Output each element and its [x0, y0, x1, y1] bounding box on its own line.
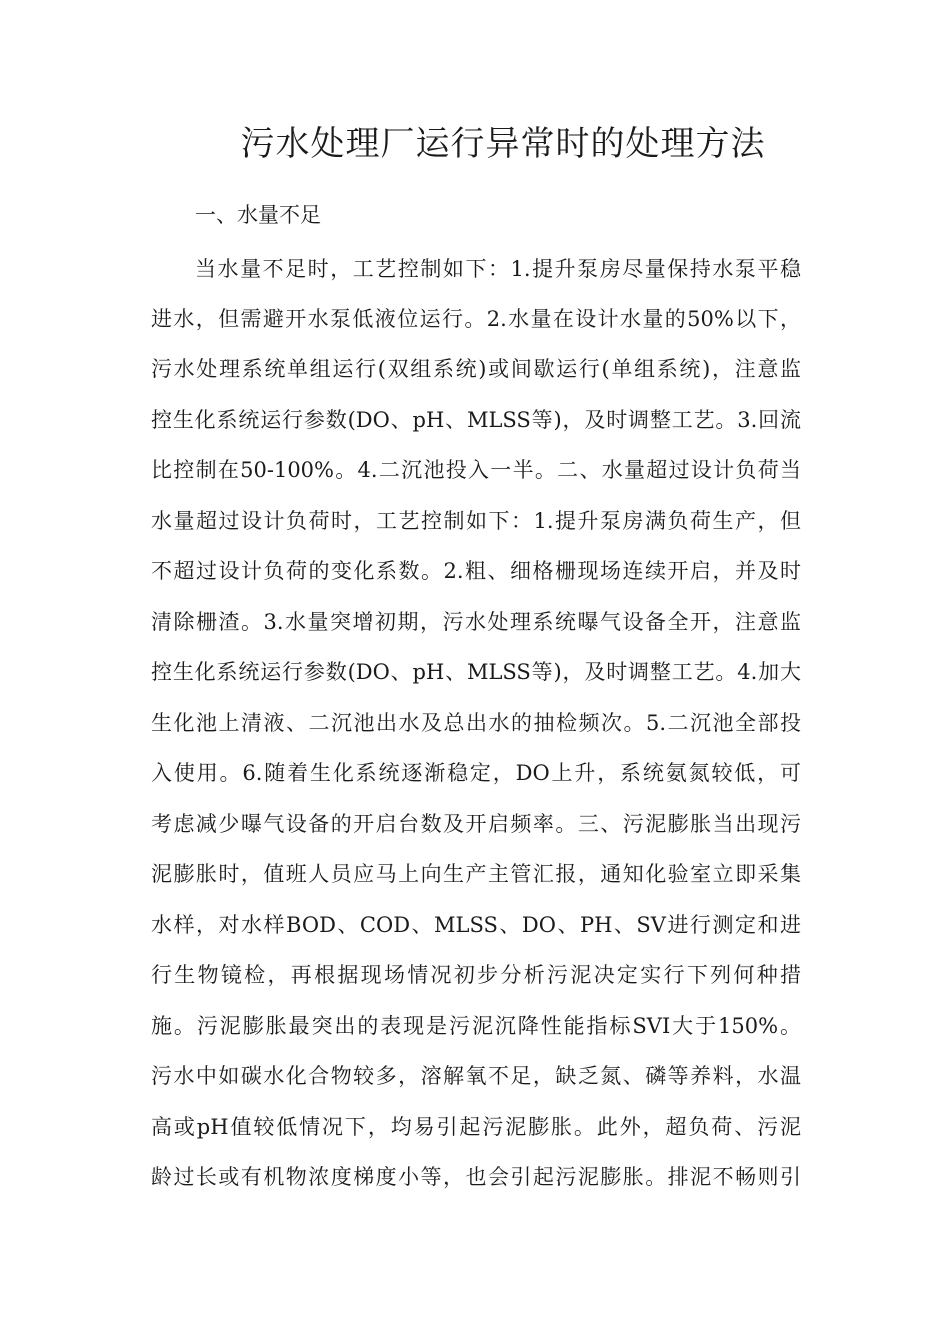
body-line: 控生化系统运行参数(DO、pH、MLSS等)，及时调整工艺。3.回流: [151, 408, 801, 432]
body-line: 水量超过设计负荷时，工艺控制如下：1.提升泵房满负荷生产，但: [151, 509, 801, 533]
document-title: 污水处理厂运行异常时的处理方法: [240, 124, 766, 164]
body-line: 进水，但需避开水泵低液位运行。2.水量在设计水量的50%以下，: [151, 307, 801, 331]
section-heading: 一、水量不足: [195, 203, 321, 227]
body-line: 清除栅渣。3.水量突增初期，污水处理系统曝气设备全开，注意监: [151, 610, 801, 634]
body-line: 泥膨胀时，值班人员应马上向生产主管汇报，通知化验室立即采集: [151, 862, 801, 886]
body-line: 龄过长或有机物浓度梯度小等，也会引起污泥膨胀。排泥不畅则引: [151, 1165, 801, 1189]
body-line: 控生化系统运行参数(DO、pH、MLSS等)，及时调整工艺。4.加大: [151, 660, 801, 684]
body-line: 污水处理系统单组运行(双组系统)或间歇运行(单组系统)，注意监: [151, 357, 801, 381]
body-line: 考虑减少曝气设备的开启台数及开启频率。三、污泥膨胀当出现污: [151, 812, 801, 836]
body-line: 不超过设计负荷的变化系数。2.粗、细格栅现场连续开启，并及时: [151, 559, 801, 583]
body-line: 施。污泥膨胀最突出的表现是污泥沉降性能指标SVI大于150%。: [151, 1014, 801, 1038]
body-line: 入使用。6.随着生化系统逐渐稳定，DO上升，系统氨氮较低，可: [151, 761, 801, 785]
body-line: 水样，对水样BOD、COD、MLSS、DO、PH、SV进行测定和进: [151, 913, 801, 937]
body-line: 比控制在50-100%。4.二沉池投入一半。二、水量超过设计负荷当: [151, 458, 801, 482]
body-line: 当水量不足时，工艺控制如下：1.提升泵房尽量保持水泵平稳: [195, 257, 801, 281]
body-line: 生化池上清液、二沉池出水及总出水的抽检频次。5.二沉池全部投: [151, 711, 801, 735]
body-line: 污水中如碳水化合物较多，溶解氧不足，缺乏氮、磷等养料，水温: [151, 1064, 801, 1088]
body-line: 行生物镜检，再根据现场情况初步分析污泥决定实行下列何种措: [151, 963, 801, 987]
body-line: 高或pH值较低情况下，均易引起污泥膨胀。此外，超负荷、污泥: [151, 1115, 801, 1139]
